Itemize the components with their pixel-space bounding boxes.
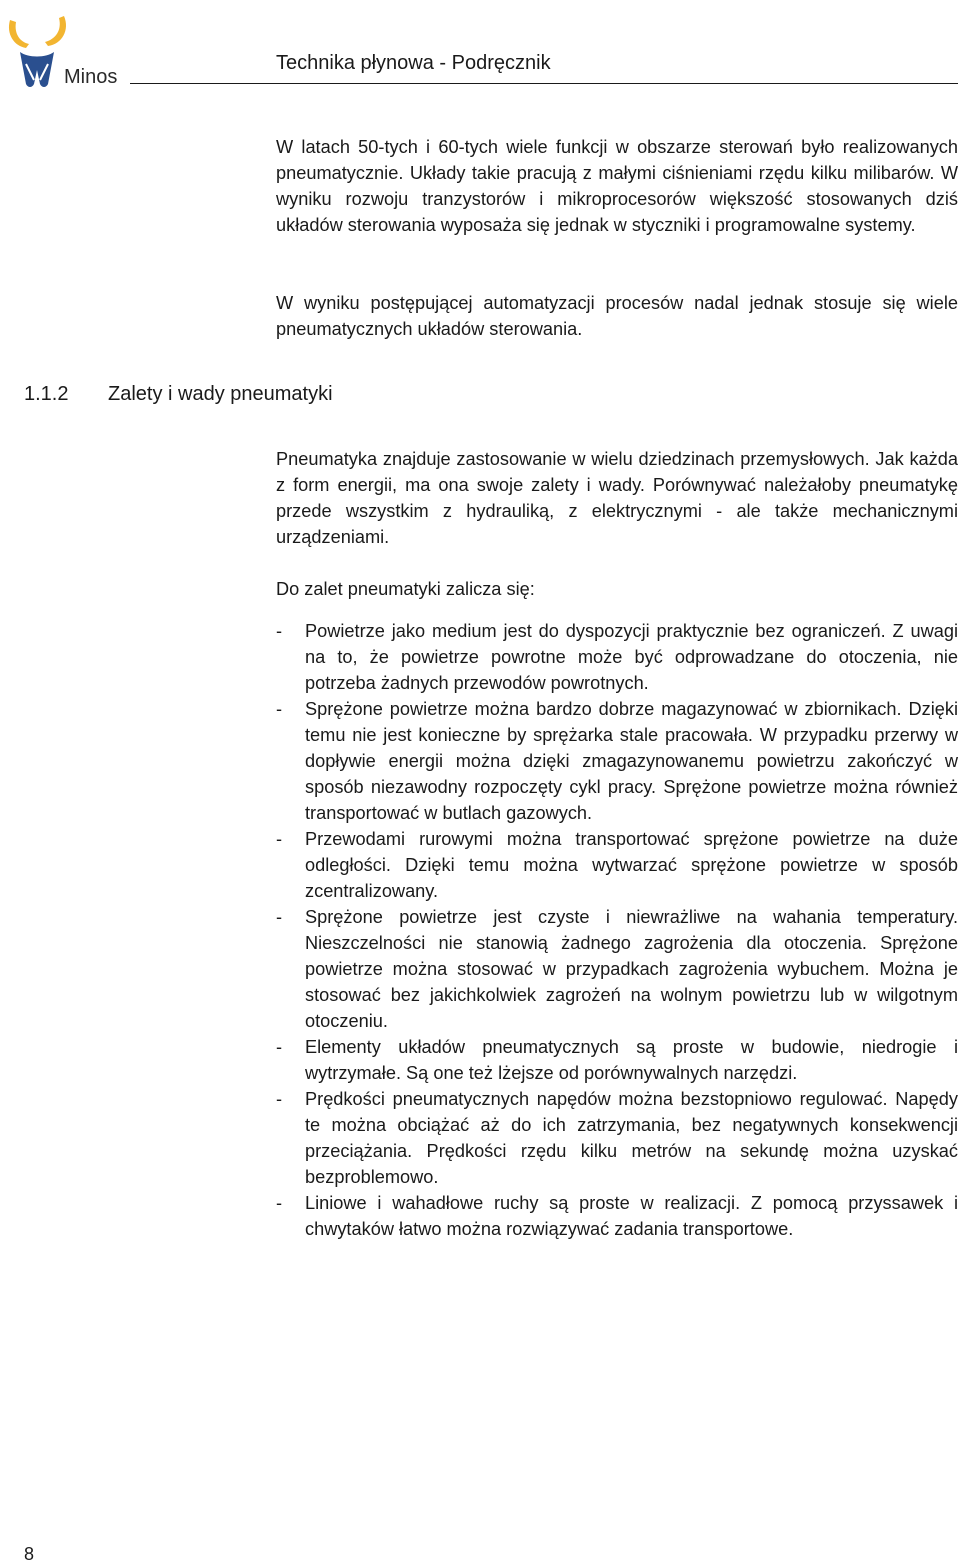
list-item bbox=[276, 1034, 958, 1086]
list-dash: - bbox=[276, 907, 283, 927]
list-item-text: Sprężone powietrze można bardzo dobrze magazynować w zbiornikach. Dzięki temu nie jest konieczne by sprężarka stale pracowała. W przypadku przerwy w dopływie energii można dzięki zmagazynowanemu powietrzu zakończyć w sposób niezawodny rozpoczęty cykl pracy. Sprężone powietrze można również transportować w butlach gazowych. bbox=[305, 699, 958, 823]
page-number: 8 bbox=[24, 1544, 35, 1564]
list-dash: - bbox=[276, 621, 283, 641]
section-number: 1.1.2 bbox=[24, 383, 69, 405]
list-dash: - bbox=[276, 1193, 283, 1213]
list-dash: - bbox=[276, 829, 283, 849]
brand-name: Minos bbox=[64, 66, 118, 88]
header-divider bbox=[130, 83, 958, 84]
list-item-text: Elementy układów pneumatycznych są proste w budowie, niedrogie i wytrzymałe. Są one też lżejsze od porównywalnych narzędzi. bbox=[305, 1037, 958, 1083]
list-item bbox=[276, 1086, 958, 1190]
advantages-list bbox=[276, 618, 958, 1242]
intro-paragraph-1: W latach 50-tych i 60-tych wiele funkcji w obszarze sterowań było realizowanych pneumatycznie. Układy takie pracują z małymi ciśnieniami rzędu kilku milibarów. W wyniku rozwoju tranzystorów i mikroprocesorów większość stosowanych dziś układów sterowania wyposaża się jednak w styczniki i programowalne systemy. bbox=[276, 137, 958, 235]
list-item bbox=[276, 904, 958, 1034]
document-title: Technika płynowa - Podręcznik bbox=[276, 52, 551, 74]
list-item bbox=[276, 1190, 958, 1242]
list-item-text: Powietrze jako medium jest do dyspozycji praktycznie bez ograniczeń. Z uwagi na to, że powietrze powrotne może być odprowadzane do otoczenia, nie potrzeba żadnych przewodów powrotnych. bbox=[305, 621, 958, 693]
list-item-text: Liniowe i wahadłowe ruchy są proste w realizacji. Z pomocą przyssawek i chwytaków łatwo można rozwiązywać zadania transportowe. bbox=[305, 1193, 958, 1239]
list-item bbox=[276, 696, 958, 826]
list-dash: - bbox=[276, 1089, 283, 1109]
list-item-text: Sprężone powietrze jest czyste i niewrażliwe na wahania temperatury. Nieszczelności nie stanowią żadnego zagrożenia dla otoczenia. Sprężone powietrze można stosować w przypadkach zagrożenia wybuchem. Można je stosować bez jakichkolwiek zagrożeń na wolnym powietrzu lub w wilgotnym otoczeniu. bbox=[305, 907, 958, 1031]
section-paragraph-1: Pneumatyka znajduje zastosowanie w wielu dziedzinach przemysłowych. Jak każda z form energii, ma ona swoje zalety i wady. Porównywać należałoby pneumatykę przede wszystkim z hydrauliką, z elektrycznymi - ale także mechanicznymi urządzeniami. bbox=[276, 449, 958, 547]
list-item-text: Prędkości pneumatycznych napędów można bezstopniowo regulować. Napędy te można obciążać aż do ich zatrzymania, bez negatywnych konsekwencji przeciążania. Prędkości rzędu kilku metrów na sekundę można uzyskać bezproblemowo. bbox=[305, 1089, 958, 1187]
section-paragraph-2: Do zalet pneumatyki zalicza się: bbox=[276, 579, 535, 599]
list-item bbox=[276, 826, 958, 904]
section-heading: Zalety i wady pneumatyki bbox=[108, 383, 333, 405]
list-dash: - bbox=[276, 699, 283, 719]
intro-paragraph-2: W wyniku postępującej automatyzacji procesów nadal jednak stosuje się wiele pneumatycznych układów sterowania. bbox=[276, 293, 958, 339]
list-dash: - bbox=[276, 1037, 283, 1057]
list-item bbox=[276, 618, 958, 696]
list-item-text: Przewodami rurowymi można transportować sprężone powietrze na duże odległości. Dzięki temu można wytwarzać sprężone powietrze w sposób zcentralizowany. bbox=[305, 829, 958, 901]
minos-bull-logo-icon bbox=[4, 8, 70, 90]
